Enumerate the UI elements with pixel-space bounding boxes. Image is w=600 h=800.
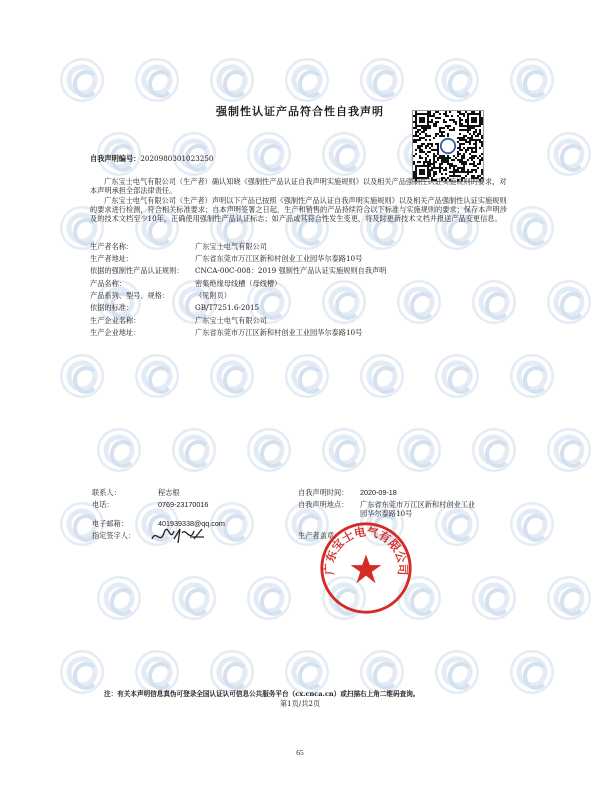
ccc-watermark-icon — [510, 58, 554, 102]
page-number: 65 — [296, 748, 304, 757]
ccc-watermark-icon — [397, 428, 441, 472]
phone-value: 0769-23170016 — [158, 500, 209, 509]
company-seal — [318, 520, 414, 616]
info-label: 生产者名称： — [90, 242, 134, 251]
ccc-watermark-icon — [60, 650, 104, 694]
ccc-watermark-icon — [322, 428, 366, 472]
ccc-watermark-icon — [322, 132, 366, 176]
ccc-watermark-icon — [135, 354, 179, 398]
ccc-watermark-icon — [547, 428, 591, 472]
info-value: 密集绝缘母线槽（母线槽） — [195, 279, 282, 288]
signer-label: 指定签字人： — [92, 531, 136, 540]
declaration-date-value: 2020-09-18 — [360, 488, 397, 497]
declaration-date-label: 自我声明时间： — [298, 488, 349, 497]
ccc-watermark-icon — [510, 650, 554, 694]
ccc-watermark-icon — [360, 58, 404, 102]
ccc-watermark-icon — [472, 428, 516, 472]
footnote: 注：有关本声明信息真伪可登录全国认证认可信息公共服务平台（cx.cnca.cn）或扫描右上角二维码查询。 — [104, 690, 420, 698]
page-info: 第1页/共2页 — [279, 699, 321, 708]
ccc-watermark-icon — [97, 428, 141, 472]
ccc-watermark-icon — [360, 354, 404, 398]
declaration-number — [90, 154, 214, 164]
svg-text:广东宝士电气有限公司: 广东宝士电气有限公司 — [322, 524, 410, 576]
contact-person-value: 程志根 — [158, 488, 180, 497]
ccc-watermark-icon — [435, 650, 479, 694]
ccc-watermark-icon — [510, 206, 554, 250]
info-label: 依据的标准： — [90, 303, 134, 312]
ccc-watermark-icon — [247, 132, 291, 176]
info-label: 生产企业名称： — [90, 316, 141, 325]
ccc-watermark-icon — [247, 428, 291, 472]
ccc-watermark-icon — [510, 502, 554, 546]
ccc-watermark-icon — [547, 280, 591, 324]
info-label: 生产企业地址： — [90, 328, 141, 337]
info-value: 广东宝士电气有限公司 — [195, 242, 267, 251]
info-value: GB/T7251.6-2015 — [195, 303, 260, 312]
info-label: 依据的强制性产品认证规则： — [90, 266, 184, 275]
qr-code[interactable] — [412, 110, 484, 182]
paragraph-declaration: 广东宝士电气有限公司（生产者）声明以下产品已按照《强制性产品认证自我声明实施规则》以及相关产品强制性认证实施规则的要求进行检测，符合相关标准要求；自本声明签署之日起，生产和销售的产品持续符合以下标准与实施规则的要求；保存本声明涉及的技术文档至少10年，正确使用强制性产品认证标志；如产品或其符合性发生变更，将及时更新技术文档并报送产品变更信息。 — [90, 196, 507, 224]
ccc-watermark-icon — [97, 576, 141, 620]
info-label: 生产者地址： — [90, 254, 134, 263]
ccc-watermark-icon — [210, 58, 254, 102]
info-value: （见附页） — [195, 291, 231, 300]
qr-code-icon — [413, 111, 483, 181]
phone-label: 电话： — [92, 500, 114, 509]
info-value: 广东省东莞市万江区新和村创业工业园华尔泰路10号 — [195, 328, 363, 337]
info-value: 广东宝士电气有限公司 — [195, 316, 267, 325]
ccc-watermark-icon — [210, 354, 254, 398]
info-label: 产品系列、型号、规格： — [90, 291, 170, 300]
info-value: 广东省东莞市万江区新和村创业工业园华尔泰路10号 — [195, 254, 363, 263]
ccc-watermark-icon — [285, 354, 329, 398]
declaration-place-label: 自我声明地点： — [298, 500, 349, 509]
ccc-watermark-icon — [397, 280, 441, 324]
ccc-watermark-icon — [60, 354, 104, 398]
ccc-watermark-icon — [547, 132, 591, 176]
declaration-place-value: 广东省东莞市万江区新和村创业工业园华尔泰路10号 — [360, 500, 476, 518]
ccc-watermark-icon — [172, 428, 216, 472]
declaration-number-label: 自我声明编号： — [90, 154, 141, 163]
ccc-watermark-icon — [60, 58, 104, 102]
ccc-watermark-icon — [285, 58, 329, 102]
ccc-watermark-icon — [322, 280, 366, 324]
email-label: 电子邮箱： — [92, 519, 128, 528]
ccc-watermark-icon — [510, 354, 554, 398]
ccc-watermark-icon — [135, 58, 179, 102]
ccc-watermark-icon — [172, 576, 216, 620]
page-title: 强制性认证产品符合性自我声明 — [216, 105, 384, 118]
info-label: 产品名称： — [90, 279, 126, 288]
ccc-watermark-icon — [472, 576, 516, 620]
info-value: CNCA-00C-008：2019 强制性产品认证实施规则自我声明 — [195, 266, 387, 275]
handwritten-signature — [150, 525, 206, 547]
ccc-watermark-icon — [435, 354, 479, 398]
paragraph-acknowledgement: 广东宝士电气有限公司（生产者）确认知晓《强制性产品认证自我声明实施规则》以及相关产品强制性认证实施规则的要求，对本声明承担全部法律责任。 — [90, 177, 507, 196]
ccc-watermark-icon — [435, 58, 479, 102]
contact-person-label: 联系人： — [92, 488, 121, 497]
seal-label: 生产者盖章： — [298, 531, 342, 540]
ccc-watermark-icon — [472, 280, 516, 324]
email-value: 401939338@qq.com — [158, 519, 225, 528]
declaration-number-value: 2020980301023250 — [140, 154, 214, 163]
ccc-watermark-icon — [547, 576, 591, 620]
ccc-watermark-icon — [247, 576, 291, 620]
